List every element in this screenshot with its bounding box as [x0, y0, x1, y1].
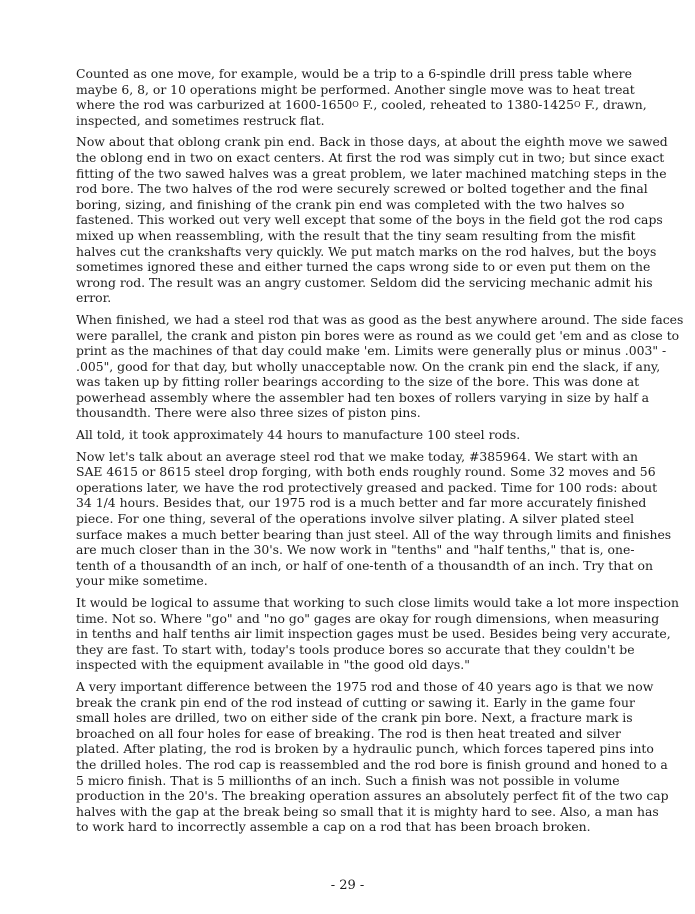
text-line: fitting of the two sawed halves was a great problem, we later machined matching steps in the: [76, 165, 667, 181]
paragraph: [76, 448, 672, 589]
paragraph: [76, 311, 684, 421]
text-segment: where the rod was carburized at 1600-1650: [76, 97, 353, 113]
text-line: print as the machines of that day could make 'em. Limits were generally plus or minus .003" -: [76, 343, 667, 359]
text-line: operations later, we have the rod protectively greased and packed. Time for 100 rods: about: [76, 479, 658, 495]
paragraph: [76, 134, 668, 306]
text-line: in tenths and half tenths air limit inspection gages must be used. Besides being very accurate,: [76, 626, 671, 642]
text-line: plated. After plating, the rod is broken by a hydraulic punch, which forces tapered pins into: [76, 741, 654, 757]
text-line: your mike sometime.: [76, 573, 208, 589]
text-line: halves with the gap at the break being so small that it is mighty hard to see. Also, a man has: [76, 803, 659, 819]
text-line: Now let's talk about an average steel rod that we make today, #385964. We start with an: [76, 448, 638, 464]
text-line: mixed up when reassembling, with the result that the tiny seam resulting from the misfit: [76, 227, 636, 243]
paragraph: [76, 66, 658, 128]
text-segment: F., cooled, reheated to 1380-1425: [358, 97, 574, 113]
text-line: production in the 20's. The breaking operation assures an absolutely perfect fit of the two cap: [76, 788, 669, 804]
text-line: [76, 97, 658, 113]
text-line: rod bore. The two halves of the rod were securely screwed or bolted together and the final: [76, 181, 648, 197]
text-line: piece. For one thing, several of the operations involve silver plating. A silver plated steel: [76, 511, 635, 527]
text-line: inspected, and sometimes restruck flat.: [76, 112, 325, 128]
text-line: All told, it took approximately 44 hours to manufacture 100 steel rods.: [76, 427, 521, 443]
text-line: A very important difference between the 1975 rod and those of 40 years ago is that we now: [76, 678, 654, 694]
text-line: the drilled holes. The rod cap is reassembled and the rod bore is finish ground and honed to a: [76, 756, 668, 772]
text-line: was taken up by fitting roller bearings according to the size of the bore. This was done at: [76, 374, 640, 390]
text-line: Now about that oblong crank pin end. Back in those days, at about the eighth move we sawed: [76, 134, 668, 150]
text-line: were parallel, the crank and piston pin bores were as round as we could get 'em and as close to: [76, 327, 680, 343]
text-line: halves cut the crankshafts very quickly. We put match marks on the rod halves, but the boys: [76, 243, 657, 259]
text-line: 5 micro finish. That is 5 millionths of an inch. Such a finish was not possible in volume: [76, 772, 620, 788]
text-line: tenth of a thousandth of an inch, or half of one-tenth of a thousandth of an inch. Try that on: [76, 557, 653, 573]
paragraph: [76, 678, 669, 835]
paragraph: [76, 427, 658, 443]
text-line: fastened. This worked out very well except that some of the boys in the field got the rod caps: [76, 212, 663, 228]
text-line: sometimes ignored these and either turned the caps wrong side to or even put them on the: [76, 259, 651, 275]
text-line: thousandth. There were also three sizes of piston pins.: [76, 405, 421, 421]
text-line: surface makes a much better bearing than just steel. All of the way through limits and finishes: [76, 526, 672, 542]
degree-superscript: O: [352, 100, 359, 110]
text-line: 34 1/4 hours. Besides that, our 1975 rod is a much better and far more accurately finished: [76, 495, 647, 511]
document-body: [76, 66, 684, 841]
text-line: the oblong end in two on exact centers. At first the rod was simply cut in two; but since exact: [76, 149, 665, 165]
text-line: are much closer than in the 30's. We now work in "tenths" and "half tenths," that is, one-: [76, 542, 635, 558]
text-line: error.: [76, 290, 112, 306]
text-line: It would be logical to assume that working to such close limits would take a lot more inspection: [76, 595, 679, 610]
text-line: to work hard to incorrectly assemble a cap on a rod that has been broach broken.: [76, 819, 591, 835]
text-line: small holes are drilled, two on either side of the crank pin bore. Next, a fracture mark is: [76, 710, 633, 726]
text-line: time. Not so. Where "go" and "no go" gages are okay for rough dimensions, when measuring: [76, 610, 660, 626]
text-line: break the crank pin end of the rod instead of cutting or sawing it. Early in the game four: [76, 694, 635, 710]
text-line: they are fast. To start with, today's tools produce bores so accurate that they couldn't be: [76, 641, 635, 657]
text-line: broached on all four holes for ease of breaking. The rod is then heat treated and silver: [76, 725, 621, 741]
degree-superscript: O: [573, 100, 581, 110]
text-line: maybe 6, 8, or 10 operations might be performed. Another single move was to heat treat: [76, 81, 635, 97]
text-line: Counted as one move, for example, would be a trip to a 6-spindle drill press table where: [76, 66, 632, 81]
text-line: .005", good for that day, but wholly unacceptable now. On the crank pin end the slack, if any,: [76, 358, 661, 374]
text-line: inspected with the equipment available in "the good old days.": [76, 657, 470, 673]
paragraph: [76, 595, 679, 673]
page-number: - 29 -: [330, 878, 365, 893]
text-line: boring, sizing, and finishing of the crank pin end was completed with the two halves so: [76, 196, 625, 212]
text-line: wrong rod. The result was an angry customer. Seldom did the servicing mechanic admit his: [76, 274, 653, 290]
text-line: When finished, we had a steel rod that was as good as the best anywhere around. The side faces: [76, 311, 684, 327]
text-segment: F., drawn,: [580, 97, 647, 113]
text-line: SAE 4615 or 8615 steel drop forging, with both ends roughly round. Some 32 moves and 56: [76, 464, 656, 480]
text-line: powerhead assembly where the assembler had ten boxes of rollers varying in size by half a: [76, 389, 650, 405]
